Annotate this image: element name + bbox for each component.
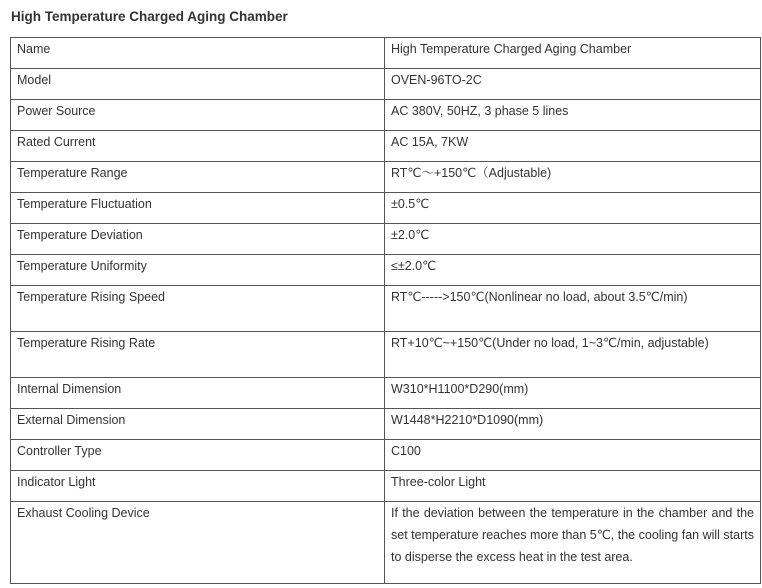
spec-table (10, 37, 761, 584)
table-row (11, 471, 761, 502)
row-label: Temperature Deviation (11, 224, 385, 255)
row-label: Temperature Range (11, 162, 385, 193)
table-row (11, 162, 761, 193)
row-label: Internal Dimension (11, 378, 385, 409)
row-label: Model (11, 69, 385, 100)
row-value: W310*H1100*D290(mm) (385, 378, 761, 409)
row-label: Temperature Rising Rate (11, 332, 385, 378)
table-row (11, 38, 761, 69)
exhaust-description: If the deviation between the temperature in the chamber and the set temperature reaches more than 5℃, the cooling fan will starts to disperse the excess heat in the test area. (391, 506, 754, 564)
table-row (11, 409, 761, 440)
table-row (11, 332, 761, 378)
row-value: ≤±2.0℃ (385, 255, 761, 286)
row-label: Rated Current (11, 131, 385, 162)
row-value: ±2.0℃ (385, 224, 761, 255)
table-row (11, 286, 761, 332)
row-value: C100 (385, 440, 761, 471)
row-value: Three-color Light (385, 471, 761, 502)
table-row (11, 378, 761, 409)
row-label: Name (11, 38, 385, 69)
row-value: AC 15A, 7KW (385, 131, 761, 162)
table-row (11, 224, 761, 255)
table-row (11, 440, 761, 471)
table-row (11, 502, 761, 584)
table-row (11, 131, 761, 162)
row-label: Temperature Fluctuation (11, 193, 385, 224)
table-row (11, 69, 761, 100)
page-title: High Temperature Charged Aging Chamber (11, 9, 288, 24)
table-row (11, 193, 761, 224)
row-value: High Temperature Charged Aging Chamber (385, 38, 761, 69)
row-value: RT℃～+150℃（Adjustable) (385, 162, 761, 193)
table-row (11, 100, 761, 131)
row-label: Temperature Uniformity (11, 255, 385, 286)
row-label: Temperature Rising Speed (11, 286, 385, 332)
row-value: RT℃----->150℃(Nonlinear no load, about 3.5℃/min) (385, 286, 761, 332)
row-label: Controller Type (11, 440, 385, 471)
row-label: External Dimension (11, 409, 385, 440)
row-value: AC 380V, 50HZ, 3 phase 5 lines (385, 100, 761, 131)
row-label: Power Source (11, 100, 385, 131)
row-label: Exhaust Cooling Device (11, 502, 385, 584)
row-value: OVEN-96TO-2C (385, 69, 761, 100)
row-value: RT+10℃~+150℃(Under no load, 1~3℃/min, adjustable) (385, 332, 761, 378)
table-row (11, 255, 761, 286)
row-value: W1448*H2210*D1090(mm) (385, 409, 761, 440)
row-value (385, 502, 761, 584)
row-label: Indicator Light (11, 471, 385, 502)
row-value: ±0.5℃ (385, 193, 761, 224)
